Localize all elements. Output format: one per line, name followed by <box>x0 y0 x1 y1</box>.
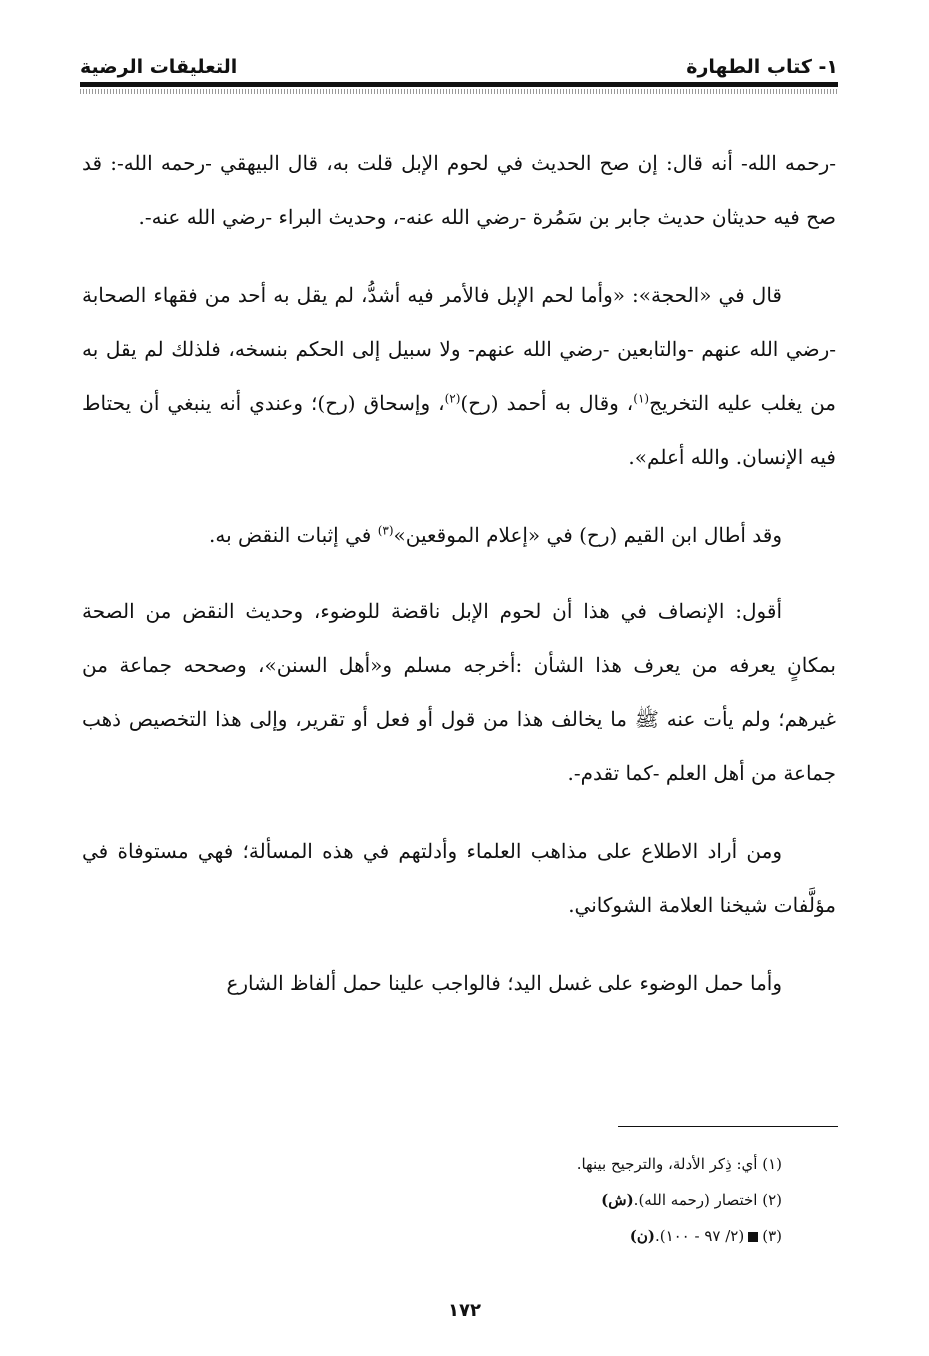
paragraph-4: أقول: الإنصاف في هذا أن لحوم الإبل ناقضة للوضوء، وحديث النقض من الصحة بمكانٍ يعرفه من يعرف هذا الشأن :أخرجه مسلم و«أهل السنن»، وصححه جماعة من غيرهم؛ ولم يأت عنه ﷺ ما يخالف هذا من قول أو فعل أو تقرير، وإلى هذا التخصيص ذهب جماعة من أهل العلم -كما تقدم-. <box>82 599 836 785</box>
chapter-title: ١- كتاب الطهارة <box>686 56 838 78</box>
black-square-icon <box>748 1232 758 1242</box>
paragraph-3-part-b: في إثبات النقض به. <box>208 523 378 547</box>
paragraph-2-part-c: ، وإسحاق (رح)؛ وعندي أنه ينبغي أن يحتاط فيه الإنسان. والله أعلم». <box>82 391 836 469</box>
footnote-ref-1[interactable]: (١) <box>633 391 650 406</box>
paragraph-2-part-a: قال في «الحجة»: «وأما لحم الإبل فالأمر فيه أشدُّ، لم يقل به أحد من فقهاء الصحابة -رضي الله عنهم -والتابعين -رضي الله عنهم- ولا سبيل إلى الحكم بنسخه، فلذلك لم يقل به من يغلب عليه التخريج <box>82 283 837 415</box>
footnote-3 <box>400 1218 782 1254</box>
footnote-1: (١) أي: ذِكر الأدلة، والترجيح بينها. <box>576 1155 782 1173</box>
footnote-2-mark: (ش) <box>601 1191 634 1209</box>
main-text <box>82 136 836 1034</box>
paragraph-2 <box>82 268 836 484</box>
header-rule <box>80 82 838 87</box>
paragraph-2-part-b: ، وقال به أحمد (رح) <box>460 391 634 415</box>
footnote-ref-3[interactable]: (٣) <box>377 523 394 538</box>
paragraph-1: -رحمه الله- أنه قال: إن صح الحديث في لحوم الإبل قلت به، قال البيهقي -رحمه الله-: قد صح فيه حديثان حديث جابر بن سَمُرة -رضي الله عنه-، وحديث البراء -رضي الله عنه-. <box>82 151 836 229</box>
footnotes <box>400 1146 782 1254</box>
paragraph-6: وأما حمل الوضوء على غسل اليد؛ فالواجب علينا حمل ألفاظ الشارع <box>226 971 782 995</box>
footnote-2 <box>400 1182 782 1218</box>
book-title: التعليقات الرضية <box>80 56 238 78</box>
footnote-3-mark: (ن) <box>629 1227 655 1245</box>
footnote-divider <box>618 1126 838 1127</box>
paragraph-5: ومن أراد الاطلاع على مذاهب العلماء وأدلتهم في هذه المسألة؛ فهي مستوفاة في مؤلَّفات شيخنا العلامة الشوكاني. <box>82 839 836 917</box>
page-number: ١٧٢ <box>448 1300 481 1321</box>
footnote-3-number: (٣) <box>762 1227 782 1245</box>
footnote-ref-2[interactable]: (٢) <box>444 391 461 406</box>
paragraph-3 <box>82 508 836 562</box>
footnote-3-reference: (٢/ ٩٧ - ١٠٠). <box>654 1227 745 1245</box>
paragraph-3-part-a: وقد أطال ابن القيم (رح) في «إعلام الموقعين» <box>393 523 782 547</box>
running-header <box>80 44 838 78</box>
header-rule-dotted <box>80 89 838 94</box>
footnote-2-text: (٢) اختصار (رحمه الله). <box>633 1191 782 1209</box>
